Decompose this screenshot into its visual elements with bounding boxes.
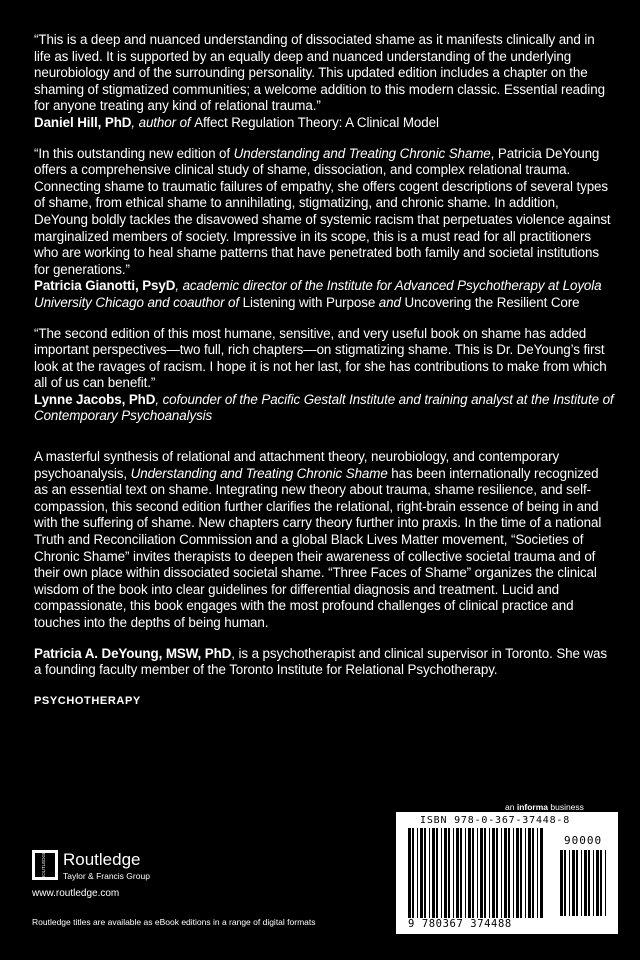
barcode-bar	[520, 828, 522, 918]
endorser-name: Lynne Jacobs, PhD	[34, 391, 156, 407]
barcode-bar	[465, 828, 466, 918]
barcode-digits: 9 780367 374488	[408, 918, 512, 930]
endorser-name: Daniel Hill, PhD	[34, 114, 132, 130]
informa-label	[505, 802, 584, 812]
informa-prefix: an	[505, 802, 517, 812]
barcode-bar	[581, 850, 582, 916]
barcode-bar	[408, 828, 411, 918]
description-part: has been internationally recognized as an essential text on shame. Integrating new theory about trauma, shame resilience, and self-compassion, this second edition further clarifies the relational, right-brain essence of being in and with the suffering of shame. New chapters carry theory further into praxis. In the time of a national Truth and Reconciliation Commission and a global Black Lives Matter movement, “Societies of Chronic Shame” invites therapists to deepen their awareness of collective societal trauma and of their own place within dissociated societal shame. “Three Faces of Shame” organizes the clinical wisdom of the book into clear guidelines for differential diagnosis and treatment. Lucid and compassionate, this book engages with the most profound challenges of clinical practice and touches into the depths of being human.	[34, 465, 602, 630]
barcode-bar	[605, 850, 606, 916]
barcode-bar	[436, 828, 438, 918]
endorser-book: Uncovering the Resilient Core	[404, 294, 580, 310]
barcode-bar	[480, 828, 483, 918]
barcode-bar	[432, 828, 435, 918]
barcode-bar	[525, 828, 526, 918]
barcode-bar	[444, 828, 447, 918]
barcode-bar	[460, 828, 462, 918]
barcode-bar	[569, 850, 570, 916]
ebook-note: Routledge titles are available as eBook editions in a range of digital formats	[32, 917, 316, 927]
barcode-bar	[560, 850, 563, 916]
endorsement-text: “This is a deep and nuanced understanding of dissociated shame as it manifests clinically and in life as lived. It is supported by an equally deep and nuanced understanding of the underlying neurobiology and of the surrounding personality. This updated edition includes a chapter on the shaming of stigmatized communities; a welcome addition to this modern classic. Essential reading for anyone treating any kind of relational trauma.”	[34, 32, 605, 114]
barcode-bar	[420, 828, 423, 918]
endorsement-1	[34, 32, 614, 132]
book-title: Understanding and Treating Chronic Shame	[130, 465, 388, 481]
endorsement-2	[34, 146, 614, 312]
barcode-bar	[496, 828, 498, 918]
barcode-bar	[528, 828, 531, 918]
endorsement-text	[34, 146, 614, 279]
informa-bold: informa	[516, 802, 548, 812]
author-bio-text: , is a psychotherapist and clinical supervisor in Toronto. She was a founding faculty member of the Toronto Institute for Relational Psychotherapy.	[34, 645, 607, 678]
endorser-name: Patricia Gianotti, PsyD	[34, 278, 176, 294]
barcode-bar	[468, 828, 471, 918]
barcode-addon-bars	[558, 850, 608, 916]
barcode-bar	[588, 850, 590, 916]
barcode-bar	[513, 828, 514, 918]
endorsement-text-part: , Patricia DeYoung offers a comprehensive clinical study of shame, dissociation, and complex relational trauma. Connecting shame to traumatic failures of empathy, she offers cogent descriptions of several types of shame, from ethical shame to annihilating, stigmatizing, and chronic shame. In addition, DeYoung boldly tackles the disavowed shame of systemic racism that perpetuates violence against marginalized members of society. Impressive in its scope, this is a must read for all practitioners who are working to heal shame patterns that have penetrated both family and societal institutions for generations.”	[34, 145, 611, 277]
barcode-bar	[596, 850, 599, 916]
description-part: A masterful synthesis of relational and attachment theory, neurobiology, and contemporary psychoanalysis,	[34, 449, 560, 481]
back-cover-text	[34, 32, 614, 709]
barcode-bar	[532, 828, 534, 918]
barcode-bar	[540, 828, 543, 918]
publisher-name: Routledge	[63, 850, 141, 869]
endorsement-attribution	[34, 115, 614, 132]
barcode-bar	[448, 828, 450, 918]
isbn-barcode	[396, 812, 618, 934]
endorsement-text: “The second edition of this most humane, sensitive, and very useful book on shame has added important perspectives—two full, rich chapters—on stigmatizing shame. This is Dr. DeYoung’s first look at the ravages of racism. I hope it is not her last, for she has contributions to make from which all of us can benefit.”	[34, 325, 607, 391]
barcode-bar	[477, 828, 478, 918]
barcode-bar	[593, 850, 594, 916]
endorsement-attribution	[34, 392, 614, 425]
endorser-affiliation: , academic director of the Institute for Advanced Psychotherapy at Loyola University Chicago and coauthor of	[34, 278, 602, 310]
barcode-bar	[576, 850, 578, 916]
book-description	[34, 449, 614, 632]
barcode-bar	[537, 828, 538, 918]
barcode-bar	[504, 828, 507, 918]
endorsement-3	[34, 326, 614, 426]
endorsement-attribution	[34, 278, 614, 311]
endorser-affiliation: , cofounder of the Pacific Gestalt Institute and training analyst at the Institute of Contemporary Psychoanalysis	[34, 391, 614, 424]
barcode-bar	[489, 828, 490, 918]
barcode-bar	[441, 828, 442, 918]
endorser-affiliation: , author of	[131, 114, 195, 130]
publisher-website: www.routledge.com	[32, 888, 120, 899]
barcode-bar	[508, 828, 510, 918]
barcode-bar	[584, 850, 587, 916]
author-name: Patricia A. DeYoung, MSW, PhD	[34, 645, 232, 661]
endorser-and: and	[375, 294, 405, 310]
barcode-bar	[501, 828, 502, 918]
barcode-bar	[572, 850, 575, 916]
author-bio	[34, 646, 614, 679]
informa-suffix: business	[548, 802, 584, 812]
barcode-bar	[424, 828, 426, 918]
routledge-logo-text: ROUTLEDGE	[41, 850, 46, 880]
barcode-bar	[472, 828, 474, 918]
barcode-bars	[406, 828, 546, 918]
endorser-book: Affect Regulation Theory: A Clinical Model	[194, 114, 439, 130]
barcode-bar	[564, 850, 566, 916]
category-label: PSYCHOTHERAPY	[34, 694, 141, 707]
barcode-bar	[492, 828, 495, 918]
isbn-label: ISBN 978-0-367-37448-8	[420, 815, 571, 826]
publisher-name-block	[63, 851, 150, 881]
endorsement-text-part: “In this outstanding new edition of	[34, 145, 234, 161]
barcode-bar	[516, 828, 519, 918]
barcode-bar	[600, 850, 602, 916]
barcode-bar	[484, 828, 486, 918]
book-title: Understanding and Treating Chronic Shame	[233, 145, 491, 161]
barcode-bar	[453, 828, 454, 918]
price-code: 90000	[564, 834, 603, 847]
barcode-bar	[417, 828, 418, 918]
barcode-bar	[456, 828, 459, 918]
barcode-bar	[412, 828, 414, 918]
publisher-group: Taylor & Francis Group	[63, 871, 150, 881]
endorser-book: Listening with Purpose	[242, 294, 376, 310]
routledge-logo-icon	[32, 850, 58, 880]
barcode-bar	[429, 828, 430, 918]
